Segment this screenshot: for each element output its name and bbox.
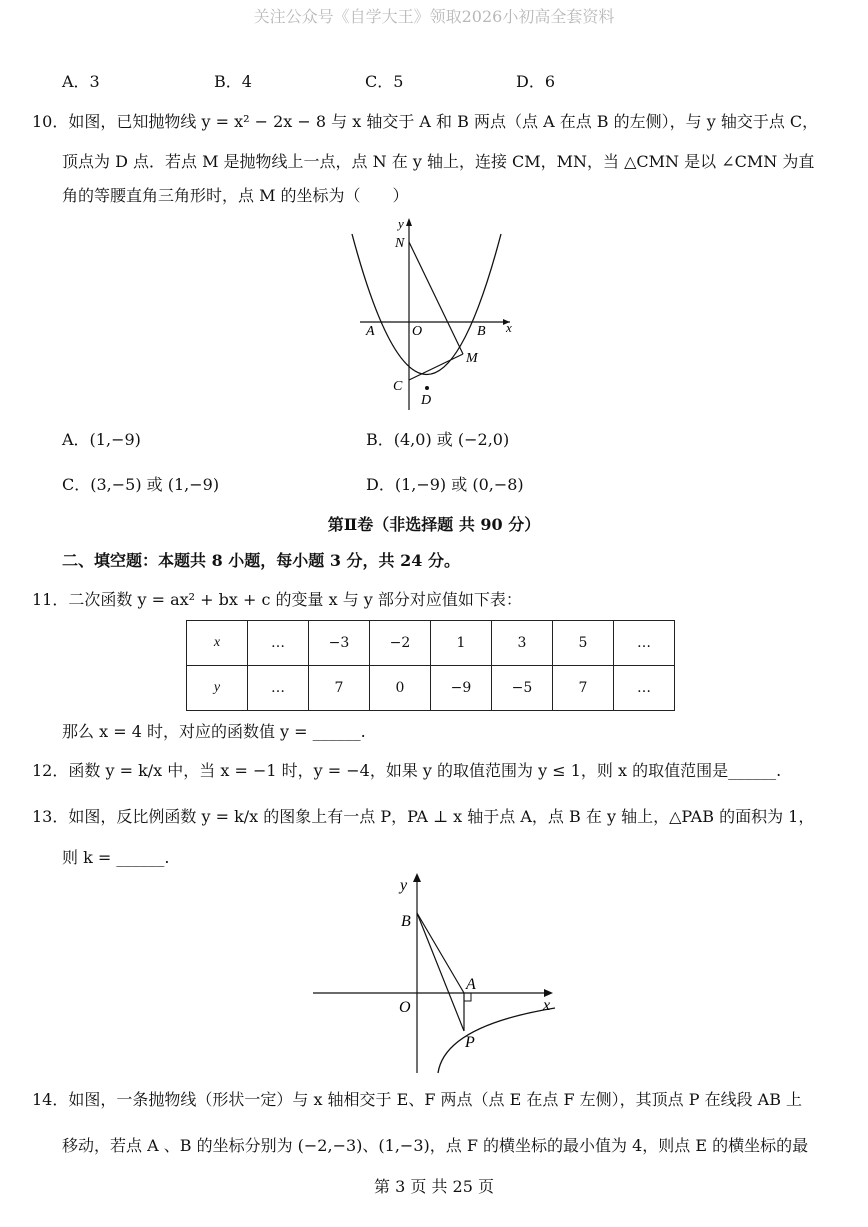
section-title: 第Ⅱ卷（非选择题 共 90 分）: [327, 515, 541, 534]
table-cell: …: [614, 666, 675, 711]
label-d: D: [421, 393, 432, 408]
q14-line2: 移动，若点 A 、B 的坐标分别为 (−2,−3)、(1,−3)，点 F 的横坐标的最小值为 4，则点 E 的横坐标的最: [62, 1136, 809, 1155]
table-row-x: [187, 621, 675, 666]
segment-bp: [417, 913, 464, 1031]
label-p: P: [465, 1034, 475, 1051]
y-axis-arrow: [413, 873, 421, 882]
parabola-curve: [352, 234, 501, 375]
table-cell: −3: [309, 621, 370, 666]
table-cell: 0: [370, 666, 431, 711]
table-cell: y: [187, 666, 248, 711]
page-footer: 第 3 页 共 25 页: [374, 1177, 494, 1196]
vertex-d-dot: [425, 386, 429, 390]
segment-cm: [409, 354, 463, 380]
label-y: y: [398, 216, 404, 231]
table-cell: …: [614, 621, 675, 666]
table-cell: x: [187, 621, 248, 666]
label-x: x: [543, 997, 551, 1014]
q9-option-c: C．5: [365, 72, 404, 91]
table-cell: 5: [553, 621, 614, 666]
label-b: B: [477, 324, 486, 339]
watermark-header: 关注公众号《自学大王》领取2026小初高全套资料: [253, 7, 615, 26]
q11-followup: 那么 x = 4 时，对应的函数值 y = ______.: [62, 722, 366, 741]
table-cell: 1: [431, 621, 492, 666]
q10-option-b: B．(4,0) 或 (−2,0): [366, 430, 510, 449]
table-row-y: [187, 666, 675, 711]
label-x: x: [506, 320, 512, 335]
table-cell: 3: [492, 621, 553, 666]
q13-line2: 则 k = ______.: [62, 848, 170, 867]
q10-option-d: D．(1,−9) 或 (0,−8): [366, 475, 524, 494]
label-c: C: [393, 379, 403, 394]
q10-line1: 10．如图，已知抛物线 y = x² − 2x − 8 与 x 轴交于 A 和 B 两点（点 A 在点 B 的左侧），与 y 轴交于点 C，: [32, 112, 819, 131]
q10-parabola-figure: [340, 212, 530, 412]
label-n: N: [395, 236, 405, 251]
q13-line1: 13．如图，反比例函数 y = k/x 的图象上有一点 P，PA ⊥ x 轴于点 A，点 B 在 y 轴上，△PAB 的面积为 1，: [32, 807, 815, 826]
q9-option-b: B．4: [214, 72, 252, 91]
table-cell: −5: [492, 666, 553, 711]
q10-line2: 顶点为 D 点．若点 M 是抛物线上一点，点 N 在 y 轴上，连接 CM，MN，当 △CMN 是以 ∠CMN 为直: [62, 152, 815, 171]
q10-option-a: A．(1,−9): [62, 430, 141, 449]
y-axis-arrow: [406, 218, 412, 226]
x-axis-arrow: [544, 989, 553, 997]
q14-line1: 14．如图，一条抛物线（形状一定）与 x 轴相交于 E、F 两点（点 E 在点 F 左侧），其顶点 P 在线段 AB 上: [32, 1090, 803, 1109]
q13-hyperbola-figure: [305, 868, 560, 1078]
label-m: M: [466, 351, 478, 366]
table-cell: 7: [309, 666, 370, 711]
q11-stem: 11．二次函数 y = ax² + bx + c 的变量 x 与 y 部分对应值如下表：: [32, 590, 522, 609]
hyperbola-curve: [438, 1008, 555, 1073]
q11-value-table: [186, 620, 675, 711]
label-b: B: [401, 913, 411, 930]
table-cell: −2: [370, 621, 431, 666]
section2-heading: 二、填空题：本题共 8 小题，每小题 3 分，共 24 分。: [62, 551, 460, 570]
table-cell: …: [248, 666, 309, 711]
segment-ba: [417, 913, 464, 993]
table-cell: −9: [431, 666, 492, 711]
label-a: A: [366, 324, 375, 339]
q10-line3: 角的等腰直角三角形时，点 M 的坐标为（ ）: [62, 186, 409, 205]
q12-stem: 12．函数 y = k/x 中，当 x = −1 时，y = −4，如果 y 的取值范围为 y ≤ 1，则 x 的取值范围是______.: [32, 761, 782, 780]
label-y: y: [400, 877, 408, 894]
label-a: A: [466, 976, 476, 993]
q9-option-d: D．6: [516, 72, 556, 91]
label-o: O: [412, 324, 423, 339]
table-cell: …: [248, 621, 309, 666]
label-o: O: [399, 999, 411, 1016]
q10-option-c: C．(3,−5) 或 (1,−9): [62, 475, 220, 494]
q9-option-a: A．3: [62, 72, 100, 91]
table-cell: 7: [553, 666, 614, 711]
right-angle-mark: [464, 993, 471, 1001]
